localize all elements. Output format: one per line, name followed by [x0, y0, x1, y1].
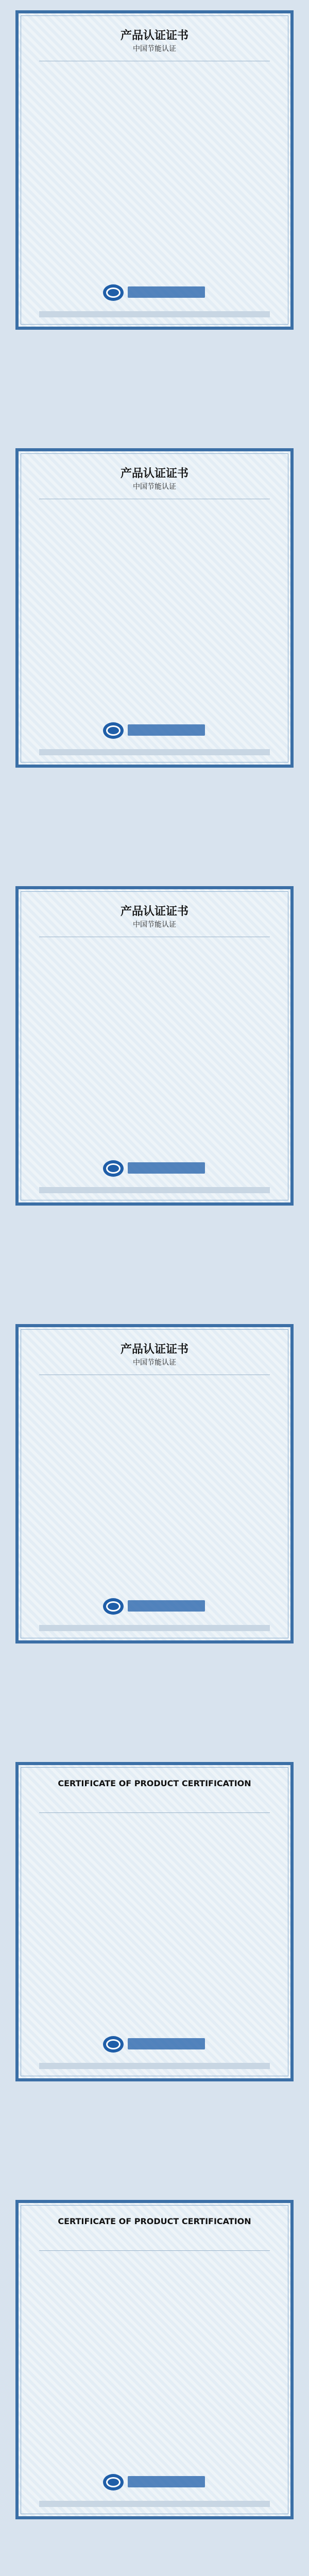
unreadable-body [39, 1817, 270, 2022]
certifier-logo [103, 2472, 206, 2493]
unreadable-body [39, 65, 270, 270]
footer-strip [39, 749, 270, 755]
certificate-page [15, 10, 294, 330]
footer-strip [39, 1187, 270, 1193]
logo-wordmark [128, 2476, 205, 2487]
certifier-logo [103, 720, 206, 741]
certificate-title: 产品认证证书 [120, 467, 188, 480]
certificate-title: CERTIFICATE OF PRODUCT CERTIFICATION [58, 2216, 251, 2226]
logo-icon [103, 722, 124, 739]
logo-icon [103, 1160, 124, 1177]
footer-strip [39, 311, 270, 317]
certificate-title: 产品认证证书 [120, 29, 188, 42]
certificate-page [15, 1762, 294, 2081]
footer-strip [39, 2063, 270, 2069]
certificate-page [15, 1324, 294, 1643]
unreadable-body [39, 503, 270, 708]
logo-icon [103, 2474, 124, 2490]
footer-strip [39, 1625, 270, 1631]
logo-wordmark [128, 286, 205, 298]
certificate-page [15, 2200, 294, 2519]
footer-strip [39, 2501, 270, 2507]
certifier-logo [103, 1596, 206, 1617]
certificate-title: CERTIFICATE OF PRODUCT CERTIFICATION [58, 1778, 251, 1788]
logo-wordmark [128, 1600, 205, 1612]
certificate-page [15, 448, 294, 768]
certificate-page [15, 886, 294, 1206]
certificate-title: 产品认证证书 [120, 905, 188, 918]
certifier-logo [103, 282, 206, 303]
certificate-subtitle: 中国节能认证 [133, 483, 176, 491]
certificate-subtitle: 中国节能认证 [133, 1359, 176, 1367]
unreadable-body [39, 1379, 270, 1584]
certificate-subtitle: 中国节能认证 [133, 921, 176, 929]
logo-wordmark [128, 1162, 205, 1174]
logo-icon [103, 1598, 124, 1615]
logo-icon [103, 2036, 124, 2053]
unreadable-body [39, 2255, 270, 2460]
divider [39, 2250, 270, 2251]
divider [39, 1812, 270, 1813]
logo-icon [103, 284, 124, 301]
logo-wordmark [128, 2038, 205, 2049]
unreadable-body [39, 941, 270, 1146]
logo-wordmark [128, 724, 205, 736]
certifier-logo [103, 1158, 206, 1179]
certificate-title: 产品认证证书 [120, 1343, 188, 1356]
certificate-subtitle: 中国节能认证 [133, 45, 176, 53]
certifier-logo [103, 2034, 206, 2055]
